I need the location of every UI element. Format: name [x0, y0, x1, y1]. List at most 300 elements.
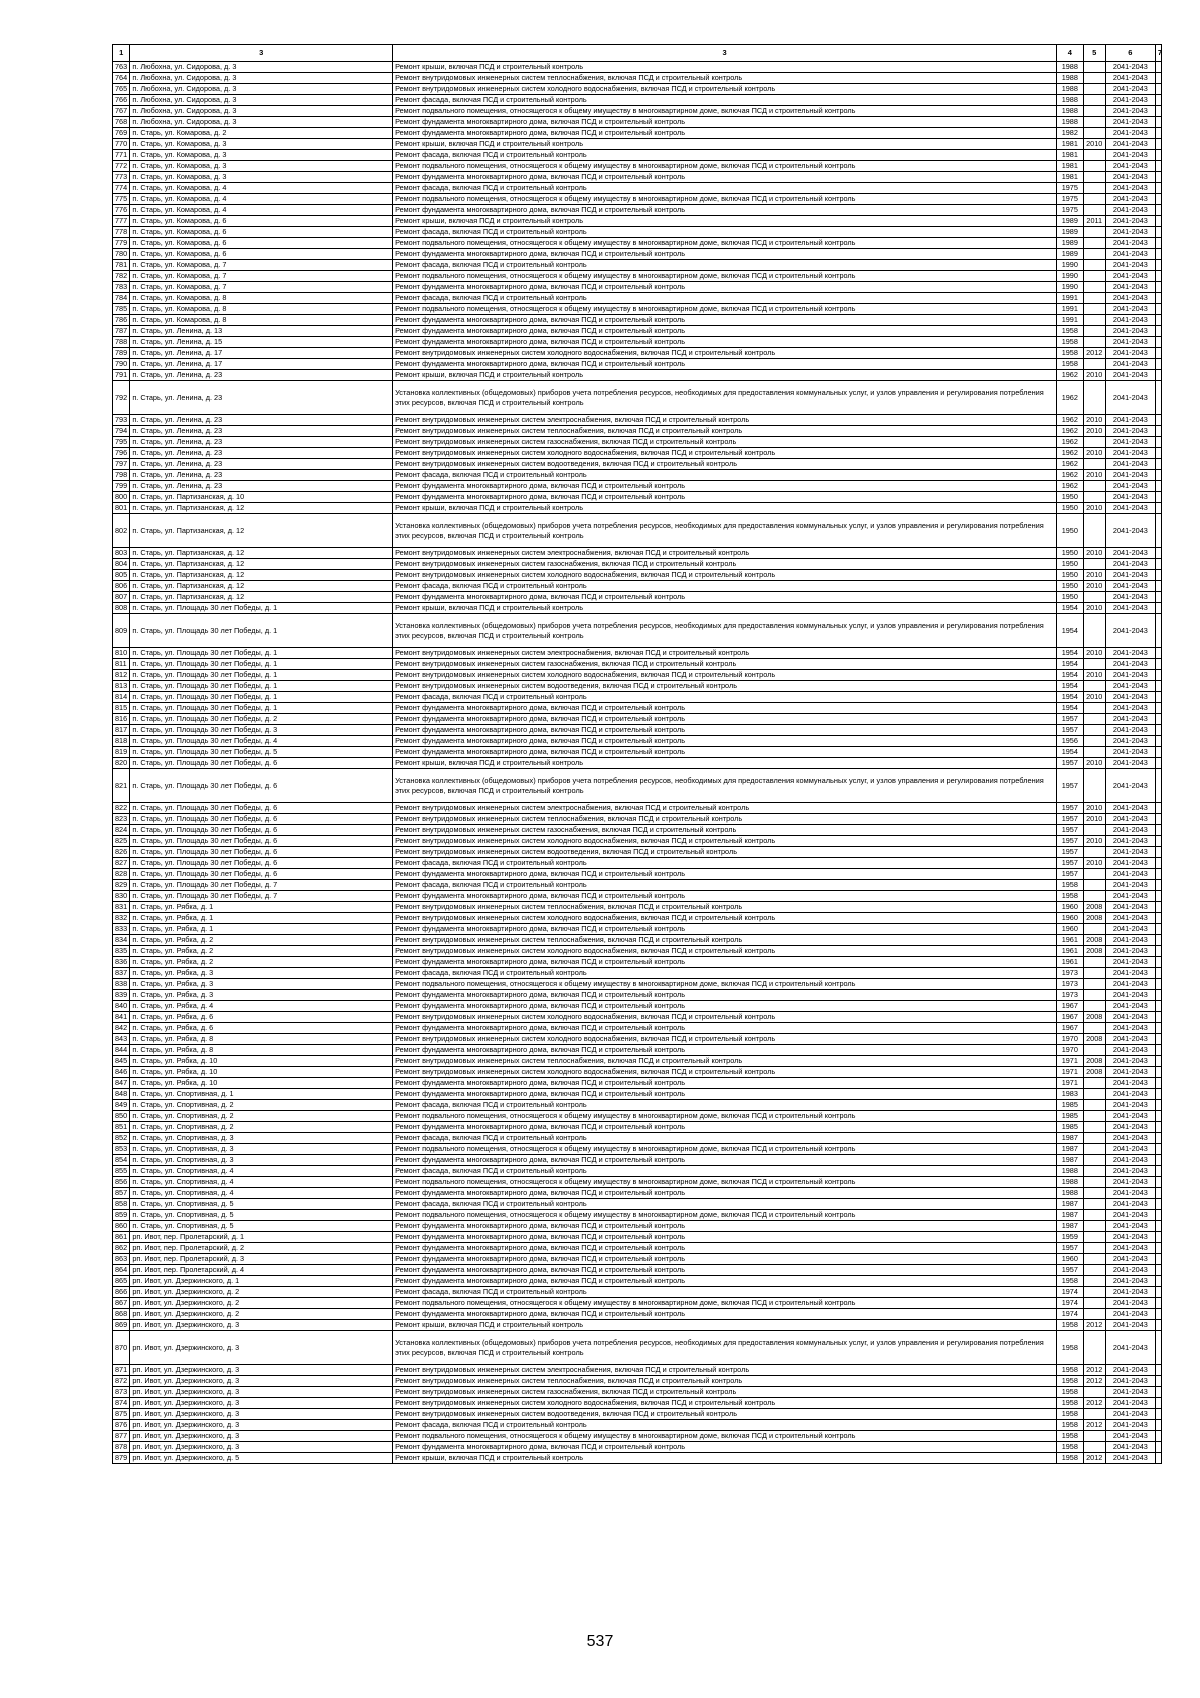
extra-cell: [1155, 1453, 1161, 1464]
planned-period-cell: 2041-2043: [1105, 1078, 1155, 1089]
address-cell: п. Старь, ул. Комарова, д. 7: [130, 271, 393, 282]
extra-cell: [1155, 869, 1161, 880]
row-number-cell: 807: [113, 592, 130, 603]
table-row: [113, 1420, 1162, 1431]
last-repair-year-cell: [1083, 1188, 1105, 1199]
work-description-cell: Ремонт фасада, включая ПСД и строительный контроль: [393, 260, 1057, 271]
table-row: [113, 858, 1162, 869]
last-repair-year-cell: [1083, 1078, 1105, 1089]
table-row: [113, 1398, 1162, 1409]
extra-cell: [1155, 161, 1161, 172]
extra-cell: [1155, 348, 1161, 359]
table-row: [113, 73, 1162, 84]
work-description-cell: Ремонт фасада, включая ПСД и строительный контроль: [393, 95, 1057, 106]
address-cell: п. Старь, ул. Ленина, д. 23: [130, 481, 393, 492]
address-cell: п. Старь, ул. Рябка, д. 1: [130, 924, 393, 935]
work-description-cell: Ремонт крыши, включая ПСД и строительный контроль: [393, 758, 1057, 769]
table-row: [113, 117, 1162, 128]
row-number-cell: 859: [113, 1210, 130, 1221]
year-built-cell: 1970: [1057, 1034, 1083, 1045]
extra-cell: [1155, 825, 1161, 836]
row-number-cell: 865: [113, 1276, 130, 1287]
work-description-cell: Установка коллективных (общедомовых) приборов учета потребления ресурсов, необходимых для предоставления коммунальных услуг, и узлов управления и регулирования потребления этих ресурсов, включая ПСД и строительный контроль: [393, 381, 1057, 415]
last-repair-year-cell: [1083, 437, 1105, 448]
planned-period-cell: 2041-2043: [1105, 736, 1155, 747]
year-built-cell: 1957: [1057, 825, 1083, 836]
row-number-cell: 788: [113, 337, 130, 348]
table-row: [113, 1331, 1162, 1365]
extra-cell: [1155, 139, 1161, 150]
address-cell: п. Любохна, ул. Сидорова, д. 3: [130, 84, 393, 95]
planned-period-cell: 2041-2043: [1105, 315, 1155, 326]
table-row: [113, 1045, 1162, 1056]
year-built-cell: 1950: [1057, 503, 1083, 514]
row-number-cell: 779: [113, 238, 130, 249]
table-row: [113, 714, 1162, 725]
planned-period-cell: 2041-2043: [1105, 570, 1155, 581]
last-repair-year-cell: 2010: [1083, 803, 1105, 814]
address-cell: рп. Ивот, ул. Дзержинского, д. 3: [130, 1365, 393, 1376]
planned-period-cell: 2041-2043: [1105, 205, 1155, 216]
table-row: [113, 172, 1162, 183]
planned-period-cell: 2041-2043: [1105, 1199, 1155, 1210]
address-cell: п. Старь, ул. Спортивная, д. 2: [130, 1122, 393, 1133]
table-row: [113, 1442, 1162, 1453]
year-built-cell: 1985: [1057, 1111, 1083, 1122]
address-cell: п. Старь, ул. Ленина, д. 23: [130, 370, 393, 381]
row-number-cell: 767: [113, 106, 130, 117]
extra-cell: [1155, 548, 1161, 559]
last-repair-year-cell: [1083, 968, 1105, 979]
work-description-cell: Установка коллективных (общедомовых) приборов учета потребления ресурсов, необходимых для предоставления коммунальных услуг, и узлов управления и регулирования потребления этих ресурсов, включая ПСД и строительный контроль: [393, 514, 1057, 548]
address-cell: п. Старь, ул. Партизанская, д. 12: [130, 503, 393, 514]
table-row: [113, 415, 1162, 426]
year-built-cell: 1973: [1057, 979, 1083, 990]
last-repair-year-cell: [1083, 891, 1105, 902]
row-number-cell: 795: [113, 437, 130, 448]
year-built-cell: 1987: [1057, 1144, 1083, 1155]
year-built-cell: 1985: [1057, 1100, 1083, 1111]
table-row: [113, 249, 1162, 260]
row-number-cell: 878: [113, 1442, 130, 1453]
last-repair-year-cell: 2010: [1083, 548, 1105, 559]
row-number-cell: 818: [113, 736, 130, 747]
row-number-cell: 773: [113, 172, 130, 183]
year-built-cell: 1958: [1057, 326, 1083, 337]
address-cell: п. Старь, ул. Спортивная, д. 5: [130, 1221, 393, 1232]
extra-cell: [1155, 359, 1161, 370]
year-built-cell: 1958: [1057, 359, 1083, 370]
last-repair-year-cell: [1083, 681, 1105, 692]
year-built-cell: 1988: [1057, 1166, 1083, 1177]
extra-cell: [1155, 150, 1161, 161]
table-row: [113, 205, 1162, 216]
header-cell: 3: [393, 45, 1057, 62]
work-description-cell: Ремонт внутридомовых инженерных систем холодного водоснабжения, включая ПСД и строительный контроль: [393, 836, 1057, 847]
extra-cell: [1155, 979, 1161, 990]
last-repair-year-cell: [1083, 282, 1105, 293]
planned-period-cell: 2041-2043: [1105, 1331, 1155, 1365]
work-description-cell: Ремонт внутридомовых инженерных систем электроснабжения, включая ПСД и строительный контроль: [393, 415, 1057, 426]
year-built-cell: 1958: [1057, 891, 1083, 902]
row-number-cell: 851: [113, 1122, 130, 1133]
work-description-cell: Ремонт фундамента многоквартирного дома, включая ПСД и строительный контроль: [393, 703, 1057, 714]
year-built-cell: 1967: [1057, 1023, 1083, 1034]
table-row: [113, 559, 1162, 570]
planned-period-cell: 2041-2043: [1105, 1155, 1155, 1166]
address-cell: п. Старь, ул. Площадь 30 лет Победы, д. 1: [130, 614, 393, 648]
address-cell: п. Старь, ул. Рябка, д. 2: [130, 957, 393, 968]
work-description-cell: Установка коллективных (общедомовых) приборов учета потребления ресурсов, необходимых для предоставления коммунальных услуг, и узлов управления и регулирования потребления этих ресурсов, включая ПСД и строительный контроль: [393, 614, 1057, 648]
last-repair-year-cell: 2008: [1083, 946, 1105, 957]
year-built-cell: 1954: [1057, 681, 1083, 692]
planned-period-cell: 2041-2043: [1105, 1298, 1155, 1309]
table-row: [113, 581, 1162, 592]
year-built-cell: 1960: [1057, 1254, 1083, 1265]
year-built-cell: 1970: [1057, 1045, 1083, 1056]
row-number-cell: 879: [113, 1453, 130, 1464]
planned-period-cell: 2041-2043: [1105, 1089, 1155, 1100]
last-repair-year-cell: [1083, 359, 1105, 370]
last-repair-year-cell: [1083, 1431, 1105, 1442]
address-cell: п. Старь, ул. Площадь 30 лет Победы, д. 6: [130, 869, 393, 880]
work-description-cell: Установка коллективных (общедомовых) приборов учета потребления ресурсов, необходимых для предоставления коммунальных услуг, и узлов управления и регулирования потребления этих ресурсов, включая ПСД и строительный контроль: [393, 1331, 1057, 1365]
extra-cell: [1155, 968, 1161, 979]
address-cell: п. Старь, ул. Партизанская, д. 12: [130, 548, 393, 559]
work-description-cell: Ремонт подвального помещения, относящегося к общему имуществу в многоквартирном доме, включая ПСД и строительный контроль: [393, 238, 1057, 249]
address-cell: рп. Ивот, ул. Дзержинского, д. 3: [130, 1320, 393, 1331]
row-number-cell: 831: [113, 902, 130, 913]
row-number-cell: 875: [113, 1409, 130, 1420]
extra-cell: [1155, 1166, 1161, 1177]
year-built-cell: 1950: [1057, 514, 1083, 548]
row-number-cell: 837: [113, 968, 130, 979]
table-row: [113, 946, 1162, 957]
planned-period-cell: 2041-2043: [1105, 1188, 1155, 1199]
header-cell: 3: [130, 45, 393, 62]
last-repair-year-cell: [1083, 161, 1105, 172]
year-built-cell: 1958: [1057, 1409, 1083, 1420]
row-number-cell: 815: [113, 703, 130, 714]
work-description-cell: Ремонт фасада, включая ПСД и строительный контроль: [393, 293, 1057, 304]
year-built-cell: 1962: [1057, 459, 1083, 470]
work-description-cell: Ремонт фундамента многоквартирного дома, включая ПСД и строительный контроль: [393, 747, 1057, 758]
year-built-cell: 1958: [1057, 1320, 1083, 1331]
planned-period-cell: 2041-2043: [1105, 106, 1155, 117]
last-repair-year-cell: [1083, 1232, 1105, 1243]
table-row: [113, 603, 1162, 614]
year-built-cell: 1957: [1057, 858, 1083, 869]
planned-period-cell: 2041-2043: [1105, 803, 1155, 814]
last-repair-year-cell: [1083, 924, 1105, 935]
table-row: [113, 725, 1162, 736]
last-repair-year-cell: [1083, 1089, 1105, 1100]
address-cell: п. Старь, ул. Партизанская, д. 10: [130, 492, 393, 503]
table-row: [113, 1376, 1162, 1387]
row-number-cell: 869: [113, 1320, 130, 1331]
address-cell: рп. Ивот, пер. Пролетарский, д. 3: [130, 1254, 393, 1265]
year-built-cell: 1987: [1057, 1133, 1083, 1144]
year-built-cell: 1988: [1057, 1177, 1083, 1188]
address-cell: п. Старь, ул. Ленина, д. 13: [130, 326, 393, 337]
year-built-cell: 1961: [1057, 957, 1083, 968]
extra-cell: [1155, 183, 1161, 194]
address-cell: п. Старь, ул. Площадь 30 лет Победы, д. 6: [130, 803, 393, 814]
row-number-cell: 800: [113, 492, 130, 503]
extra-cell: [1155, 581, 1161, 592]
row-number-cell: 765: [113, 84, 130, 95]
address-cell: п. Старь, ул. Спортивная, д. 2: [130, 1100, 393, 1111]
extra-cell: [1155, 1155, 1161, 1166]
row-number-cell: 780: [113, 249, 130, 260]
table-row: [113, 337, 1162, 348]
row-number-cell: 764: [113, 73, 130, 84]
planned-period-cell: 2041-2043: [1105, 869, 1155, 880]
planned-period-cell: 2041-2043: [1105, 348, 1155, 359]
table-row: [113, 957, 1162, 968]
table-row: [113, 1067, 1162, 1078]
address-cell: п. Старь, ул. Ленина, д. 23: [130, 426, 393, 437]
extra-cell: [1155, 736, 1161, 747]
row-number-cell: 783: [113, 282, 130, 293]
table-row: [113, 979, 1162, 990]
last-repair-year-cell: [1083, 227, 1105, 238]
work-description-cell: Ремонт крыши, включая ПСД и строительный контроль: [393, 139, 1057, 150]
header-cell: 5: [1083, 45, 1105, 62]
table-row: [113, 481, 1162, 492]
table-row: [113, 150, 1162, 161]
work-description-cell: Ремонт внутридомовых инженерных систем холодного водоснабжения, включая ПСД и строительный контроль: [393, 570, 1057, 581]
last-repair-year-cell: [1083, 869, 1105, 880]
extra-cell: [1155, 1265, 1161, 1276]
extra-cell: [1155, 725, 1161, 736]
last-repair-year-cell: 2010: [1083, 470, 1105, 481]
address-cell: п. Старь, ул. Комарова, д. 3: [130, 172, 393, 183]
address-cell: рп. Ивот, ул. Дзержинского, д. 3: [130, 1431, 393, 1442]
work-description-cell: Ремонт подвального помещения, относящегося к общему имуществу в многоквартирном доме, включая ПСД и строительный контроль: [393, 271, 1057, 282]
address-cell: п. Старь, ул. Спортивная, д. 1: [130, 1089, 393, 1100]
last-repair-year-cell: [1083, 249, 1105, 260]
row-number-cell: 864: [113, 1265, 130, 1276]
work-description-cell: Ремонт фундамента многоквартирного дома, включая ПСД и строительный контроль: [393, 1078, 1057, 1089]
address-cell: п. Старь, ул. Площадь 30 лет Победы, д. 1: [130, 648, 393, 659]
row-number-cell: 806: [113, 581, 130, 592]
address-cell: п. Старь, ул. Комарова, д. 2: [130, 128, 393, 139]
extra-cell: [1155, 1089, 1161, 1100]
planned-period-cell: 2041-2043: [1105, 282, 1155, 293]
address-cell: п. Старь, ул. Спортивная, д. 5: [130, 1210, 393, 1221]
table-row: [113, 1133, 1162, 1144]
year-built-cell: 1950: [1057, 548, 1083, 559]
row-number-cell: 778: [113, 227, 130, 238]
year-built-cell: 1958: [1057, 1453, 1083, 1464]
extra-cell: [1155, 592, 1161, 603]
address-cell: п. Старь, ул. Площадь 30 лет Победы, д. 6: [130, 847, 393, 858]
row-number-cell: 804: [113, 559, 130, 570]
planned-period-cell: 2041-2043: [1105, 1287, 1155, 1298]
year-built-cell: 1958: [1057, 1398, 1083, 1409]
work-description-cell: Ремонт подвального помещения, относящегося к общему имуществу в многоквартирном доме, включая ПСД и строительный контроль: [393, 1177, 1057, 1188]
row-number-cell: 836: [113, 957, 130, 968]
address-cell: п. Старь, ул. Площадь 30 лет Победы, д. 1: [130, 681, 393, 692]
work-description-cell: Ремонт фундамента многоквартирного дома, включая ПСД и строительный контроль: [393, 1089, 1057, 1100]
extra-cell: [1155, 1111, 1161, 1122]
row-number-cell: 852: [113, 1133, 130, 1144]
table-row: [113, 1265, 1162, 1276]
planned-period-cell: 2041-2043: [1105, 1254, 1155, 1265]
year-built-cell: 1957: [1057, 836, 1083, 847]
year-built-cell: 1990: [1057, 282, 1083, 293]
table-row: [113, 736, 1162, 747]
last-repair-year-cell: 2010: [1083, 692, 1105, 703]
planned-period-cell: 2041-2043: [1105, 503, 1155, 514]
year-built-cell: 1962: [1057, 470, 1083, 481]
last-repair-year-cell: [1083, 73, 1105, 84]
year-built-cell: 1960: [1057, 913, 1083, 924]
work-description-cell: Ремонт фасада, включая ПСД и строительный контроль: [393, 1287, 1057, 1298]
page-number: 537: [586, 1633, 614, 1650]
planned-period-cell: 2041-2043: [1105, 1243, 1155, 1254]
planned-period-cell: 2041-2043: [1105, 1210, 1155, 1221]
work-description-cell: Ремонт фундамента многоквартирного дома, включая ПСД и строительный контроль: [393, 1309, 1057, 1320]
planned-period-cell: 2041-2043: [1105, 1166, 1155, 1177]
work-description-cell: Ремонт внутридомовых инженерных систем водоотведения, включая ПСД и строительный контроль: [393, 1409, 1057, 1420]
table-row: [113, 238, 1162, 249]
last-repair-year-cell: [1083, 1155, 1105, 1166]
table-row: [113, 1100, 1162, 1111]
planned-period-cell: 2041-2043: [1105, 238, 1155, 249]
address-cell: п. Старь, ул. Площадь 30 лет Победы, д. 7: [130, 880, 393, 891]
planned-period-cell: 2041-2043: [1105, 260, 1155, 271]
row-number-cell: 808: [113, 603, 130, 614]
work-description-cell: Ремонт фасада, включая ПСД и строительный контроль: [393, 880, 1057, 891]
address-cell: п. Старь, ул. Комарова, д. 7: [130, 260, 393, 271]
address-cell: п. Старь, ул. Комарова, д. 3: [130, 139, 393, 150]
year-built-cell: 1962: [1057, 481, 1083, 492]
work-description-cell: Ремонт фундамента многоквартирного дома, включая ПСД и строительный контроль: [393, 869, 1057, 880]
work-description-cell: Ремонт фундамента многоквартирного дома, включая ПСД и строительный контроль: [393, 172, 1057, 183]
row-number-cell: 827: [113, 858, 130, 869]
table-row: [113, 1210, 1162, 1221]
address-cell: п. Старь, ул. Рябка, д. 3: [130, 990, 393, 1001]
table-row: [113, 227, 1162, 238]
table-row: [113, 681, 1162, 692]
last-repair-year-cell: [1083, 1254, 1105, 1265]
planned-period-cell: 2041-2043: [1105, 648, 1155, 659]
row-number-cell: 812: [113, 670, 130, 681]
row-number-cell: 770: [113, 139, 130, 150]
planned-period-cell: 2041-2043: [1105, 979, 1155, 990]
extra-cell: [1155, 282, 1161, 293]
row-number-cell: 877: [113, 1431, 130, 1442]
last-repair-year-cell: 2008: [1083, 913, 1105, 924]
row-number-cell: 841: [113, 1012, 130, 1023]
planned-period-cell: 2041-2043: [1105, 1420, 1155, 1431]
row-number-cell: 828: [113, 869, 130, 880]
year-built-cell: 1957: [1057, 758, 1083, 769]
row-number-cell: 839: [113, 990, 130, 1001]
row-number-cell: 855: [113, 1166, 130, 1177]
extra-cell: [1155, 304, 1161, 315]
row-number-cell: 810: [113, 648, 130, 659]
address-cell: п. Старь, ул. Спортивная, д. 5: [130, 1199, 393, 1210]
work-description-cell: Ремонт подвального помещения, относящегося к общему имуществу в многоквартирном доме, включая ПСД и строительный контроль: [393, 106, 1057, 117]
table-row: [113, 271, 1162, 282]
last-repair-year-cell: 2010: [1083, 570, 1105, 581]
planned-period-cell: 2041-2043: [1105, 1100, 1155, 1111]
extra-cell: [1155, 1243, 1161, 1254]
extra-cell: [1155, 1331, 1161, 1365]
extra-cell: [1155, 1431, 1161, 1442]
planned-period-cell: 2041-2043: [1105, 470, 1155, 481]
last-repair-year-cell: [1083, 514, 1105, 548]
table-row: [113, 836, 1162, 847]
address-cell: п. Старь, ул. Ленина, д. 17: [130, 348, 393, 359]
last-repair-year-cell: [1083, 725, 1105, 736]
last-repair-year-cell: 2010: [1083, 370, 1105, 381]
work-description-cell: Ремонт внутридомовых инженерных систем холодного водоснабжения, включая ПСД и строительный контроль: [393, 1012, 1057, 1023]
address-cell: п. Старь, ул. Ленина, д. 23: [130, 470, 393, 481]
extra-cell: [1155, 559, 1161, 570]
row-number-cell: 840: [113, 1001, 130, 1012]
work-description-cell: Ремонт внутридомовых инженерных систем теплоснабжения, включая ПСД и строительный контроль: [393, 814, 1057, 825]
planned-period-cell: 2041-2043: [1105, 758, 1155, 769]
work-description-cell: Ремонт фундамента многоквартирного дома, включая ПСД и строительный контроль: [393, 1045, 1057, 1056]
work-description-cell: Ремонт крыши, включая ПСД и строительный контроль: [393, 62, 1057, 73]
address-cell: п. Старь, ул. Площадь 30 лет Победы, д. 1: [130, 692, 393, 703]
work-description-cell: Ремонт внутридомовых инженерных систем холодного водоснабжения, включая ПСД и строительный контроль: [393, 913, 1057, 924]
last-repair-year-cell: 2012: [1083, 1398, 1105, 1409]
address-cell: п. Старь, ул. Ленина, д. 23: [130, 415, 393, 426]
planned-period-cell: 2041-2043: [1105, 370, 1155, 381]
last-repair-year-cell: [1083, 1210, 1105, 1221]
year-built-cell: 1989: [1057, 216, 1083, 227]
last-repair-year-cell: [1083, 1144, 1105, 1155]
row-number-cell: 768: [113, 117, 130, 128]
planned-period-cell: 2041-2043: [1105, 858, 1155, 869]
planned-period-cell: 2041-2043: [1105, 1309, 1155, 1320]
extra-cell: [1155, 415, 1161, 426]
last-repair-year-cell: [1083, 326, 1105, 337]
work-description-cell: Ремонт фундамента многоквартирного дома, включая ПСД и строительный контроль: [393, 1276, 1057, 1287]
table-row: [113, 990, 1162, 1001]
table-row: [113, 359, 1162, 370]
planned-period-cell: 2041-2043: [1105, 692, 1155, 703]
work-description-cell: Ремонт внутридомовых инженерных систем газоснабжения, включая ПСД и строительный контроль: [393, 1387, 1057, 1398]
planned-period-cell: 2041-2043: [1105, 1365, 1155, 1376]
extra-cell: [1155, 1398, 1161, 1409]
planned-period-cell: 2041-2043: [1105, 559, 1155, 570]
planned-period-cell: 2041-2043: [1105, 1221, 1155, 1232]
table-row: [113, 161, 1162, 172]
table-row: [113, 570, 1162, 581]
planned-period-cell: 2041-2043: [1105, 293, 1155, 304]
work-description-cell: Ремонт фундамента многоквартирного дома, включая ПСД и строительный контроль: [393, 592, 1057, 603]
year-built-cell: 1987: [1057, 1155, 1083, 1166]
row-number-cell: 797: [113, 459, 130, 470]
address-cell: п. Старь, ул. Комарова, д. 3: [130, 161, 393, 172]
row-number-cell: 830: [113, 891, 130, 902]
planned-period-cell: 2041-2043: [1105, 1320, 1155, 1331]
work-description-cell: Ремонт фундамента многоквартирного дома, включая ПСД и строительный контроль: [393, 249, 1057, 260]
address-cell: рп. Ивот, ул. Дзержинского, д. 2: [130, 1309, 393, 1320]
table-row: [113, 1431, 1162, 1442]
table-row: [113, 1276, 1162, 1287]
extra-cell: [1155, 492, 1161, 503]
extra-cell: [1155, 1012, 1161, 1023]
last-repair-year-cell: [1083, 492, 1105, 503]
planned-period-cell: 2041-2043: [1105, 703, 1155, 714]
